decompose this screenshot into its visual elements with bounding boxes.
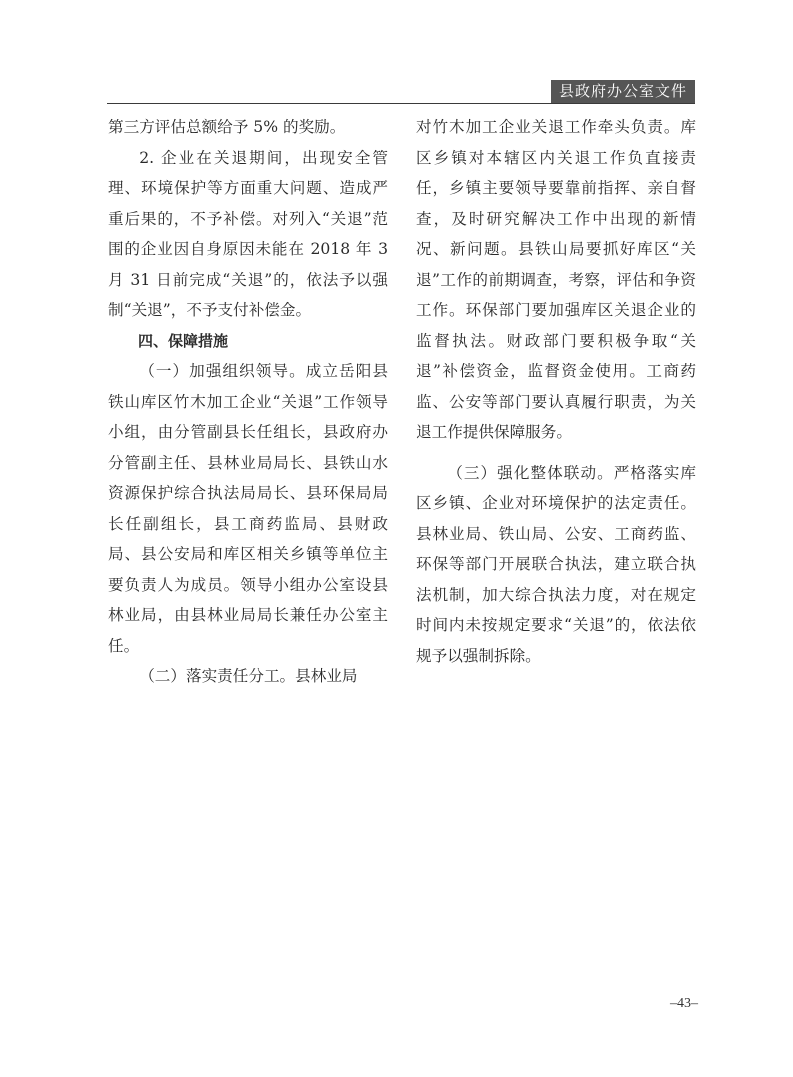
- header-rule: [107, 103, 695, 104]
- paragraph-responsibility-continued: 对竹木加工企业关退工作牵头负责。库区乡镇对本辖区内关退工作负直接责任，乡镇主要领导要靠前指挥、亲自督查，及时研究解决工作中出现的新情况、新问题。县铁山局要抓好库区“关退”工作的前期调查，考察，评估和争资工作。环保部门要加强库区关退企业的监督执法。财政部门要积极争取“关退”补偿资金，监督资金使用。工商药监、公安等部门要认真履行职责，为关退工作提供保障服务。: [416, 118, 696, 441]
- section-heading-safeguards: 四、保障措施: [138, 331, 229, 350]
- paragraph-organization: （一）加强组织领导。成立岳阳县铁山库区竹木加工企业“关退”工作领导小组，由分管副县长任组长，县政府办分管副主任、县林业局局长、县铁山水资源保护综合执法局局长、县环保局局长任副组长，县工商药监局、县财政局、县公安局和库区相关乡镇等单位主要负责人为成员。领导小组办公室设县林业局，由县林业局局长兼任办公室主任。: [108, 362, 388, 655]
- left-column: [108, 112, 388, 692]
- page-number: –43–: [670, 996, 698, 1011]
- section-label: 县政府办公室文件: [551, 80, 695, 103]
- paragraph-no-compensation: 2. 企业在关退期间，出现安全管理、环境保护等方面重大问题、造成严重后果的，不予补偿。对列入“关退”范围的企业因自身原因未能在 2018 年 3 月 31 日前完成“关退”的，依法予以强制“关退”，不予支付补偿金。: [108, 148, 388, 319]
- right-column: [416, 112, 696, 671]
- paragraph-responsibility-start: （二）落实责任分工。县林业局: [139, 667, 358, 685]
- paragraph-joint-action: （三）强化整体联动。严格落实库区乡镇、企业对环境保护的法定责任。县林业局、铁山局、公安、工商药监、环保等部门开展联合执法，建立联合执法机制，加大综合执法力度，对在规定时间内未按规定要求“关退”的，依法依规予以强制拆除。: [416, 463, 696, 665]
- paragraph-reward-continuation: 第三方评估总额给予 5% 的奖励。: [108, 118, 346, 136]
